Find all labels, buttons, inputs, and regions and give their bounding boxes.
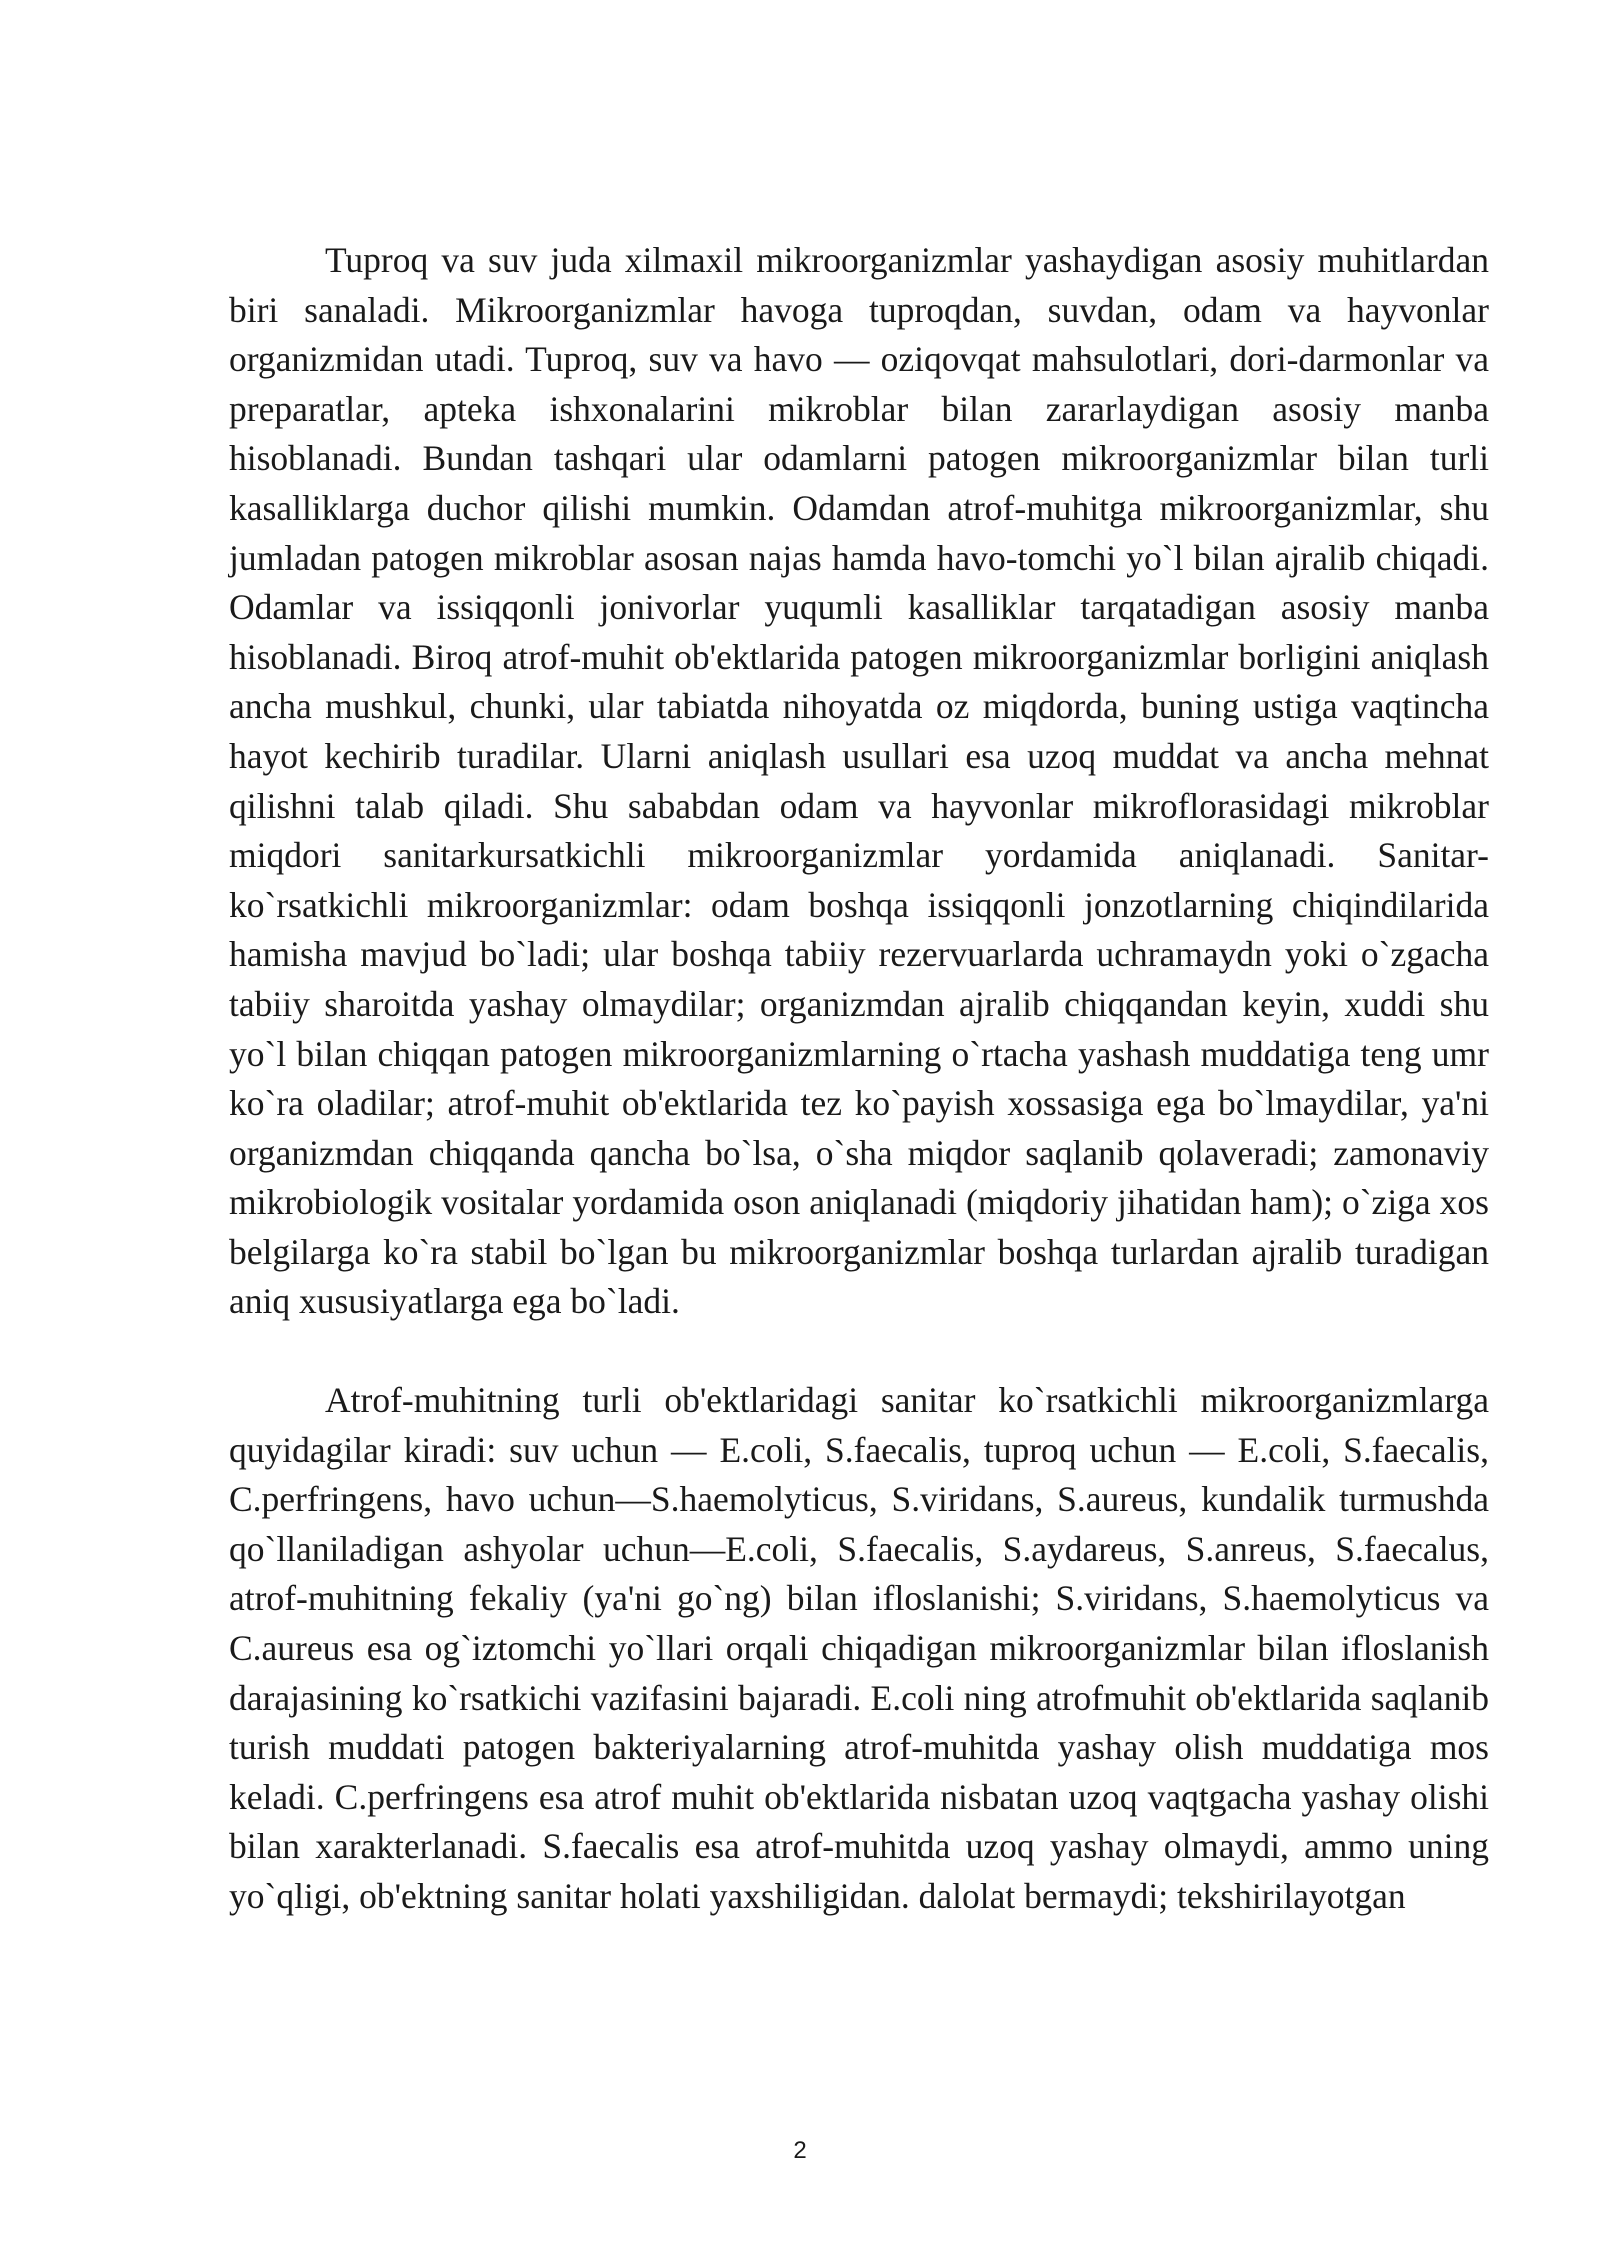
paragraph-1: Tuproq va suv juda xilmaxil mikroorganizmlar yashaydigan asosiy muhitlardan biri sanaladi. Mikroorganizmlar havoga tuproqdan, suvdan, odam va hayvonlar organizmidan utadi. Tuproq, suv va havo — oziqovqat mahsulotlari, dori-darmonlar va preparatlar, apteka ishxonalarini mikroblar bilan zararlaydigan asosiy manba hisoblanadi. Bundan tashqari ular odamlarni patogen mikroorganizmlar bilan turli kasalliklarga duchor qilishi mumkin. Odamdan atrof-muhitga mikroorganizmlar, shu jumladan patogen mikroblar asosan najas hamda havo-tomchi yo`l bilan ajralib chiqadi. Odamlar va issiqqonli jonivorlar yuqumli kasalliklar tarqatadigan asosiy manba hisoblanadi. Biroq atrof-muhit ob'ektlarida patogen mikroorganizmlar borligini aniqlash ancha mushkul, chunki, ular tabiatda nihoyatda oz miqdorda, buning ustiga vaqtincha hayot kechirib turadilar. Ularni aniqlash usullari esa uzoq muddat va ancha mehnat qilishni talab qiladi. Shu sababdan odam va hayvonlar mikroflorasidagi mikroblar miqdori sanitarkursatkichli mikroorganizmlar yordamida aniqlanadi. Sanitar-ko`rsatkichli mikroorganizmlar: odam boshqa issiqqonli jonzotlarning chiqindilarida hamisha mavjud bo`ladi; ular boshqa tabiiy rezervuarlarda uchramaydn yoki o`zgacha tabiiy sharoitda yashay olmaydilar; organizmdan ajralib chiqqandan keyin, xuddi shu yo`l bilan chiqqan patogen mikroorganizmlarning o`rtacha yashash muddatiga teng umr ko`ra oladilar; atrof-muhit ob'ektlarida tez ko`payish xossasiga ega bo`lmaydilar, ya'ni organizmdan chiqqanda qancha bo`lsa, o`sha miqdor saqlanib qolaveradi; zamonaviy mikrobiologik vositalar yordamida oson aniqlanadi (miqdoriy jihatidan ham); o`ziga xos belgilarga ko`ra stabil bo`lgan bu mikroorganizmlar boshqa turlardan ajralib turadigan aniq xususiyatlarga ega bo`ladi.	[229, 240, 1489, 1322]
paragraph-2: Atrof-muhitning turli ob'ektlaridagi sanitar ko`rsatkichli mikroorganizmlarga quyidagilar kiradi: suv uchun — E.coli, S.faecalis, tuproq uchun — E.coli, S.faecalis, C.perfringens, havo uchun—S.haemolyticus, S.viridans, S.aureus, kundalik turmushda qo`llaniladigan ashyolar uchun—E.coli, S.faecalis, S.aydareus, S.anreus, S.faecalus, atrof-muhitning fekaliy (ya'ni go`ng) bilan ifloslanishi; S.viridans, S.haemolyticus va C.aureus esa og`iztomchi yo`llari orqali chiqadigan mikroorganizmlar bilan ifloslanish darajasining ko`rsatkichi vazifasini bajaradi. E.coli ning atrofmuhit ob'ektlarida saqlanib turish muddati patogen bakteriyalarning atrof-muhitda yashay olish muddatiga mos keladi. C.perfringens esa atrof muhit ob'ektlarida nisbatan uzoq vaqtgacha yashay olishi bilan xarakterlanadi. S.faecalis esa atrof-muhitda uzoq yashay olmaydi, ammo uning yo`qligi, ob'ektning sanitar holati yaxshiligidan. dalolat bermaydi; tekshirilayotgan	[229, 1380, 1489, 1916]
body-text	[229, 236, 1489, 1922]
page-number: 2	[793, 2137, 807, 2164]
